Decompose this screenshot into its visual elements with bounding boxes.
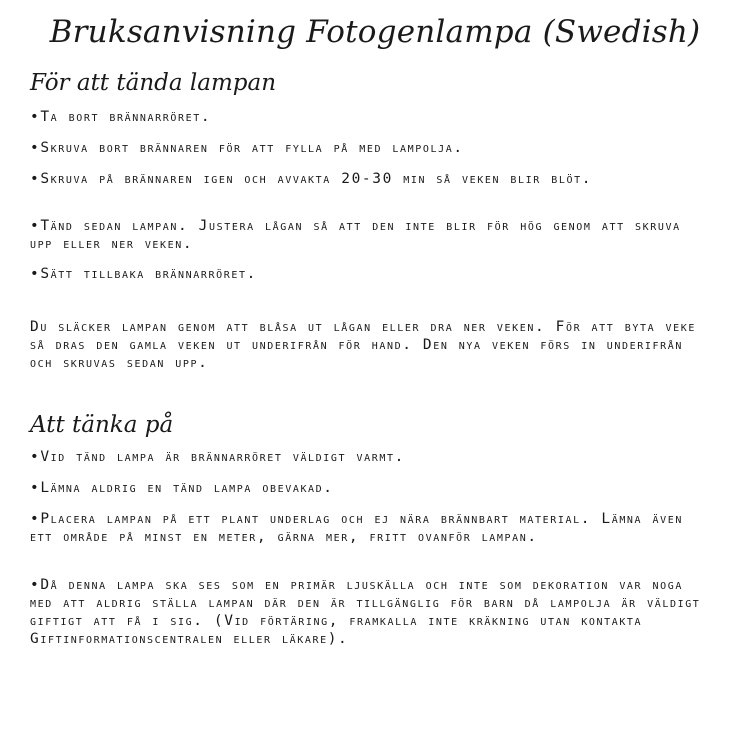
safety-item: •Placera lampan på ett plant underlag och ej nära brännbart material. Lämna även ett område på minst en meter, gärna mer, fritt ovanför lampan.: [30, 511, 683, 545]
instruction-item: •Tänd sedan lampan. Justera lågan så att den inte blir för hög genom att skruva upp eller ner veken.: [30, 218, 681, 252]
safety-item: •Då denna lampa ska ses som en primär ljuskälla och inte som dekoration var noga med att aldrig ställa lampan där den är tillgänglig för barn då lampolja är väldigt giftigt att få i sig. (Vid förtäring, framkalla inte kräkning utan kontakta Giftinformationscentralen eller läkare).: [30, 577, 701, 647]
instruction-item: •Skruva på brännaren igen och avvakta 20-30 min så veken blir blöt.: [30, 171, 593, 187]
document-title: Bruksanvisning Fotogenlampa (Swedish): [49, 14, 701, 50]
safety-item: •Vid tänd lampa är brännarröret väldigt varmt.: [30, 449, 405, 465]
instruction-item: •Sätt tillbaka brännarröret.: [30, 266, 257, 282]
safety-item: •Lämna aldrig en tänd lampa obevakad.: [30, 480, 334, 496]
section-heading-safety: Att tänka på: [30, 412, 174, 438]
instruction-paragraph: Du släcker lampan genom att blåsa ut lågan eller dra ner veken. För att byta veke så dras den gamla veken ut underifrån för hand. Den nya veken förs in underifrån och skruvas sedan upp.: [30, 319, 697, 371]
section-heading-lighting: För att tända lampan: [30, 70, 277, 96]
instruction-item: •Ta bort brännarröret.: [30, 109, 212, 125]
instruction-item: •Skruva bort brännaren för att fylla på med lampolja.: [30, 140, 464, 156]
